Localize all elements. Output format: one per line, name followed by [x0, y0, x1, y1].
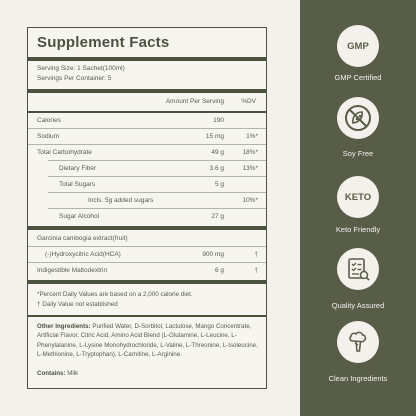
row-name: (-)Hydroxycitric Acid(HCA) [45, 251, 121, 258]
section-divider [28, 226, 266, 230]
row-dv: † [254, 251, 258, 258]
table-row [28, 129, 266, 145]
badge-label: Quality Assured [331, 301, 385, 310]
row-name: Sodium [37, 133, 60, 140]
table-row [28, 145, 266, 161]
gmp-icon [337, 25, 379, 67]
contains-label: Contains: [37, 370, 66, 377]
row-dv: 18%* [242, 149, 258, 156]
footnote-dv: *Percent Daily Values are based on a 2,000 calorie diet. [37, 291, 193, 298]
other-ingredients [37, 322, 261, 359]
keto-circle-text: KETO [344, 191, 372, 203]
badge-sidebar [300, 0, 416, 416]
dv-header: %DV [241, 98, 256, 105]
row-amount: 900 mg [202, 251, 224, 258]
amount-header: Amount Per Serving [165, 98, 224, 105]
supplement-facts-panel [27, 27, 267, 389]
row-amount: 27 g [211, 213, 224, 220]
gmp-circle-text: GMP [347, 40, 369, 52]
row-name: Dietary Fiber [59, 165, 97, 172]
row-name: Indigestible Maltodextrin [37, 267, 108, 274]
table-row [28, 177, 266, 193]
row-dv: 1%* [246, 133, 258, 140]
badge-label: Keto Friendly [335, 225, 381, 234]
row-name: Incls. 5g added sugars [88, 197, 154, 204]
servings-divider [28, 89, 266, 93]
serving-size: Serving Size: 1 Sachet(100ml) [37, 65, 125, 72]
row-amount: 15 mg [205, 133, 224, 140]
row-amount: 5 g [214, 181, 224, 188]
footnote-divider [28, 280, 266, 284]
checklist-icon [337, 248, 379, 290]
row-name: Total Sugars [59, 181, 96, 188]
ingredients-label: Other Ingredients: [37, 323, 91, 330]
row-dv: 10%* [242, 197, 258, 204]
row-amount: 3.6 g [209, 165, 224, 172]
row-amount: 6 g [214, 267, 224, 274]
row-name: Garcinia cambogia extract(fruit) [37, 235, 128, 242]
row-name: Sugar Alcohol [59, 213, 100, 220]
title-divider [28, 57, 266, 61]
badge-label: Clean Ingredients [328, 374, 388, 383]
row-amount: 49 g [211, 149, 224, 156]
table-row [28, 263, 266, 279]
badge-label: GMP Certified [334, 73, 382, 82]
keto-icon [337, 176, 379, 218]
table-row [28, 161, 266, 177]
table-row [28, 113, 266, 129]
no-soy-icon [337, 97, 379, 139]
contains-text: Milk [67, 370, 79, 377]
table-row [28, 193, 266, 209]
table-row [28, 247, 266, 263]
panel-title: Supplement Facts [37, 34, 170, 51]
row-amount: 190 [213, 117, 224, 124]
badge-label: Soy Free [342, 149, 374, 158]
footnote-dagger: † Daily Value not established [37, 301, 118, 308]
row-dv: † [254, 267, 258, 274]
table-row [28, 209, 266, 225]
row-dv: 13%* [242, 165, 258, 172]
table-row [28, 231, 266, 247]
ingredients-text: Purified Water, D-Sorbitol, Lactulose, Mango Concentrate, Artificial Flavor, Citric Acid, Amino Acid Blend (L-Glutamine, L-Leucine, L-Phenylalanine, L-Lysine Monohydrochloride, L-Valine, L-Threonine, L-Isoleucine, L-Methionine, L-Tryptophan), L-Carnitine, L-Arginine. [37, 323, 258, 358]
servings-per-container: Servings Per Container: 5 [37, 75, 112, 82]
ingredients-divider [28, 315, 266, 317]
row-name: Calories [37, 117, 61, 124]
contains [37, 369, 261, 378]
row-name: Total Carbohydrate [37, 149, 92, 156]
broccoli-icon [337, 321, 379, 363]
